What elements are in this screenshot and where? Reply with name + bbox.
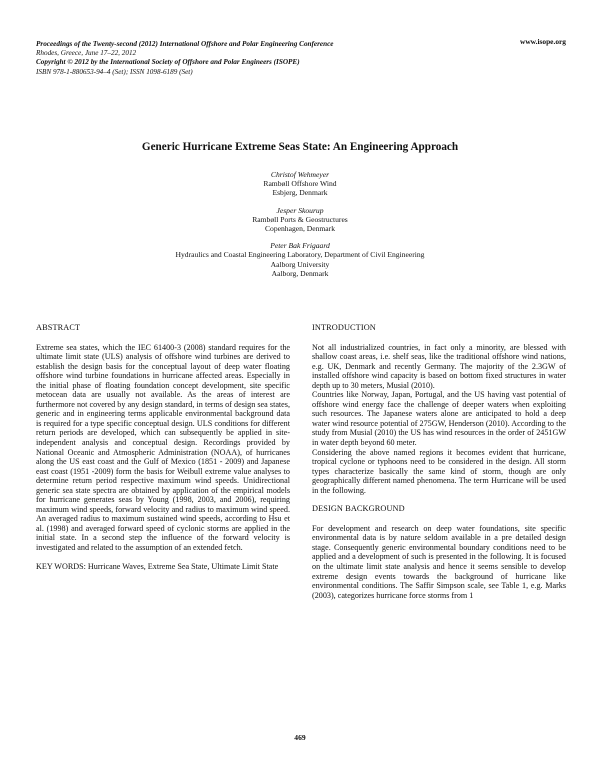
author-name: Peter Bak Frigaard [270,241,330,251]
header-line-4: ISBN 978-1-880653-94–4 (Set); ISSN 1098-6189 (Set) [36,67,193,76]
design-background-paragraph-1: For development and research on deep water foundations, site specific environmental data is by nature seldom available in a pre detailed design stage. Consequently generic environmental boundary conditions need to be applied and a development of such is presented in the following. It is focused on the ultimate limit state analysis and hence it seems sensible to develop extreme design events towards the background of hurricane like environmental conditions. The Saffir Simpson scale, see Table 1, e.g. Marks (2003), categorizes hurricane force storms from 1 [312,523,566,600]
author-name: Christof Wehmeyer [270,170,330,179]
author-block [0,170,600,278]
author-location: Aalborg, Denmark [271,268,329,278]
proceedings-header [36,40,456,77]
introduction-paragraph-3: Considering the above named regions it becomes evident that hurricane, tropical cyclone or typhoons need to be considered in the design. All storm types characterize basically the same kind of storm, though are only geographically different named phenomena. The term Hurricane will be used in the following. [312,447,566,495]
paper-title: Generic Hurricane Extreme Seas State: An Engineering Approach [141,141,459,153]
right-column [312,323,566,600]
author-affiliation: Rambøll Offshore Wind [263,179,337,189]
introduction-heading: INTRODUCTION [312,323,376,332]
page-number: 469 [294,733,306,742]
abstract-text: Extreme sea states, which the IEC 61400-3 (2008) standard requires for the ultimate limit state (ULS) analysis of offshore wind turbines are derived to establish the design basis for the conceptual layout of deep water floating offshore wind turbine foundations in hurricane affected areas. Especially in the initial phase of floating foundation concept development, site specific metocean data are usually not available. As the areas of interest are furthermore not covered by any design standard, in terms of design sea states, generic and in engineering terms applicable environmental background data is required for a type specific conceptual design. ULS conditions for different return periods are developed, which can subsequently be applied in site-independent analysis and conceptual design. Recordings provided by National Oceanic and Atmospheric Administration (NOAA), of hurricanes along the US east coast and the Gulf of Mexico (1851 - 2009) and Japanese east coast (1951 -2009) form the basis for Weibull extreme value analyses to determine return period respective maximum wind speeds. Unidirectional generic sea state spectra are obtained by application of the empirical models for hurricane generates seas by Young (1998, 2003, and 2006), requiring maximum wind speeds, forward velocity and radius to maximum wind speed. An averaged radius to maximum sustained wind speeds, according to Hsu et al. (1998) and averaged forward speed of cyclonic storms are applied in the initial state. In a second step the influence of the forward velocity is investigated and related to the assumption of an extended fetch. [36,342,290,553]
header-url[interactable]: www.isope.org [520,37,566,46]
author-location: Esbjerg, Denmark [272,188,328,198]
header-line-1: Proceedings of the Twenty-second (2012) International Offshore and Polar Engineering Conference [36,40,334,48]
author-affiliation: Rambøll Ports & Geostructures [252,214,348,224]
author-2 [0,206,600,234]
author-location: Copenhagen, Denmark [264,224,335,234]
author-1 [0,170,600,198]
design-background-heading: DESIGN BACKGROUND [312,504,405,514]
header-line-3: Copyright © 2012 by the International Society of Offshore and Polar Engineers (ISOPE) [36,58,300,67]
abstract-heading: ABSTRACT [36,323,81,332]
author-affiliation: Hydraulics and Coastal Engineering Laboratory, Department of Civil Engineering [175,250,425,260]
left-column [36,323,290,571]
author-institution: Aalborg University [270,259,330,269]
introduction-paragraph-1: Not all industrialized countries, in fact only a minority, are blessed with shallow coast areas, i.e. shelf seas, like the traditional offshore wind nations, e.g. UK, Denmark and recently Germany. The majority of the 2.3GW of installed offshore wind capacity is based on bottom fixed structures in water depth up to 30 meters, Musial (2010). [312,342,566,390]
keywords: KEY WORDS: Hurricane Waves, Extreme Sea State, Ultimate Limit State [36,561,279,571]
header-line-2: Rhodes, Greece, June 17–22, 2012 [36,49,137,58]
author-name: Jesper Skourup [276,205,324,215]
author-3 [0,241,600,278]
introduction-paragraph-2: Countries like Norway, Japan, Portugal, and the US having vast potential of offshore wind energy face the challenge of deeper waters when exploiting such resources. The Japanese waters alone are anticipated to hold a deep water wind resource potential of 275GW, Henderson (2010). According to the study from Musial (2010) the US has wind resources in the order of 2451GW in water depth beyond 60 meter. [312,390,566,448]
